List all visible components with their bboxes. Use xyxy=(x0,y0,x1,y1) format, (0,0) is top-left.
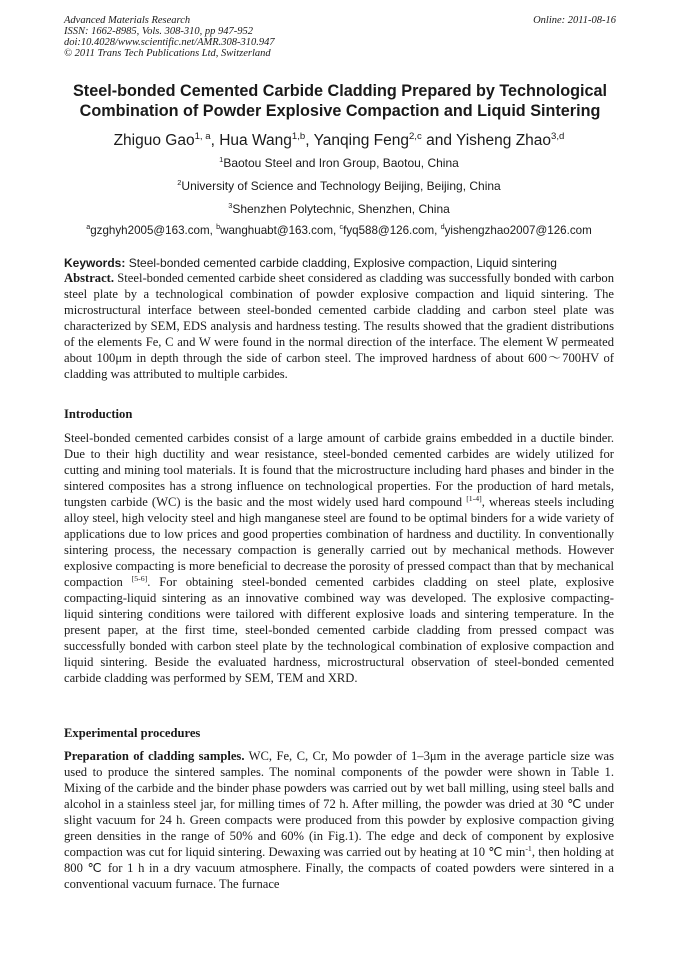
citation: [5-6] xyxy=(131,573,148,583)
author-name: Yisheng Zhao xyxy=(455,132,552,149)
email-list: $^a$gzghyh2005@163.com, $^b$wanghuabt@163.com, $^c$fyq588@126.com, $^d$yishengzhao2007@126.com xyxy=(86,222,592,237)
author-name: Zhiguo Gao xyxy=(113,132,195,149)
citation: [1-4] xyxy=(466,493,482,503)
issn-line: ISSN: 1662-8985, Vols. 308-310, pp 947-952 xyxy=(64,26,253,37)
keywords-label: Keywords: xyxy=(64,256,126,270)
author-name: Yanqing Feng xyxy=(313,132,409,149)
author-list xyxy=(30,131,648,151)
experimental-body: Preparation of cladding samples. WC, Fe, C, Cr, Mo powder of 1–3μm in the average particle size was used to produce the sintered samples. The nominal components of the powder were shown in Table 1. Mixing of the carbide and the binder phase powders was carried out by wet ball milling, using steel balls and alcohol in a stainless steel jar, for milling times of 72 h. After milling, the powder was dried at 30 ℃ under slight vacuum for 24 h. Green compacts were produced from this powder by explosive compaction giving green densities in the range of 50% and 60% (in Fig.1). The edge and deck of component by explosive compaction was cut for liquid sintering. Dewaxing was carried out by heating at 10 ℃ $\min^{-1}$, then holding at 800 ℃ for 1 h in a dry vacuum atmosphere. Finally, the compacts of coated powders were sintered in a conventional vacuum furnace. The furnace xyxy=(64,749,614,891)
experimental-heading: Experimental procedures xyxy=(64,726,201,740)
author-affiliation-mark: 2,c xyxy=(408,130,422,142)
affiliation-2: $^2$University of Science and Technology Beijing, Beijing, China xyxy=(177,178,501,193)
author-affiliation-mark: 1, a xyxy=(194,130,211,142)
email-link: fyq588@126.com, xyxy=(343,224,441,237)
abstract-label: Abstract. xyxy=(64,271,115,285)
title-line-2: Combination of Powder Explosive Compaction and Liquid Sintering xyxy=(79,102,601,120)
keywords xyxy=(64,256,557,270)
abstract xyxy=(64,270,614,382)
author-affiliation-mark: 1,b xyxy=(291,130,306,142)
email-link: yishengzhao2007@126.com xyxy=(444,224,592,237)
title-line-1: Steel-bonded Cemented Carbide Cladding Prepared by Technological xyxy=(73,82,607,100)
author-separator: and xyxy=(421,132,456,149)
keywords-text: Steel-bonded cemented carbide cladding, Explosive compaction, Liquid sintering xyxy=(125,256,557,270)
doi-line: doi:10.4028/www.scientific.net/AMR.308-310.947 xyxy=(64,37,275,48)
journal-name: Advanced Materials Research xyxy=(64,15,191,26)
author-separator: , xyxy=(305,132,314,149)
affiliation-3: $^3$Shenzhen Polytechnic, Shenzhen, China xyxy=(228,201,450,216)
abstract-text: Steel-bonded cemented carbide sheet considered as cladding was successfully bonded with carbon steel plate by a technological combination of powder explosive compaction and liquid sintering. The microstructural interface between steel-bonded cemented carbide cladding and carbon steel plate was characterized by SEM, EDS analysis and hardness testing. The results showed that the gradient distributions of the elements Fe, C and W were found in the normal direction of the interface. The element W permeated about 100μm in depth through the side of carbon steel. The improved hardness of about 600～700HV of cladding was attributed to multiple carbides. xyxy=(64,271,614,381)
author-name: Hua Wang xyxy=(219,132,292,149)
copyright-line: © 2011 Trans Tech Publications Ltd, Switzerland xyxy=(64,48,271,59)
online-date: Online: 2011-08-16 xyxy=(533,15,616,26)
introduction-body: Steel-bonded cemented carbides consist of a large amount of carbide grains embedded in a ductile binder. Due to their high ductility and wear resistance, steel-bonded cemented carbides are widely utilized for cutting and mining tool materials. It is found that the microstructure including hard phases and binder in the sintered composites has a strong influence on technological properties. For the production of hard metals, tungsten carbide (WC) is the basic and the most widely used hard compound [1-4], whereas steels including alloy steel, high velocity steel and high manganese steel are found to be optimal binders for a wide variety of applications due to low prices and good properties combination of hardness and ductility. In conventionally sintering process, the necessary compaction is generally carried out by mechanical methods. However explosive compacting is more beneficial to decrease the porosity of pressed compact than that by mechanical compaction [5-6]. For obtaining steel-bonded cemented carbides cladding on steel plate, explosive compacting-liquid sintering as an innovative combined way was developed. The explosive compacting-liquid sintering conditions were tailored with different explosive loads and sintering temperature. In the present paper, at the first time, steel-bonded cemented carbide cladding from pressed compact was successfully bonded with carbon steel plate by the technological combination of explosive compaction and liquid sintering. Beside the evaluated hardness, microstructural observation of steel-bonded cemented carbide cladding was performed by SEM, TEM and XRD. xyxy=(64,431,614,685)
subsection-label: Preparation of cladding samples. xyxy=(64,749,245,763)
author-affiliation-mark: 3,d xyxy=(551,130,565,142)
email-link: wanghuabt@163.com, xyxy=(220,224,340,237)
affiliation-1: $^1$Baotou Steel and Iron Group, Baotou, China xyxy=(219,155,459,170)
email-link: gzghyh2005@163.com, xyxy=(90,224,217,237)
author-separator: , xyxy=(210,132,220,149)
introduction-heading: Introduction xyxy=(64,407,133,421)
paper-title xyxy=(40,81,640,121)
